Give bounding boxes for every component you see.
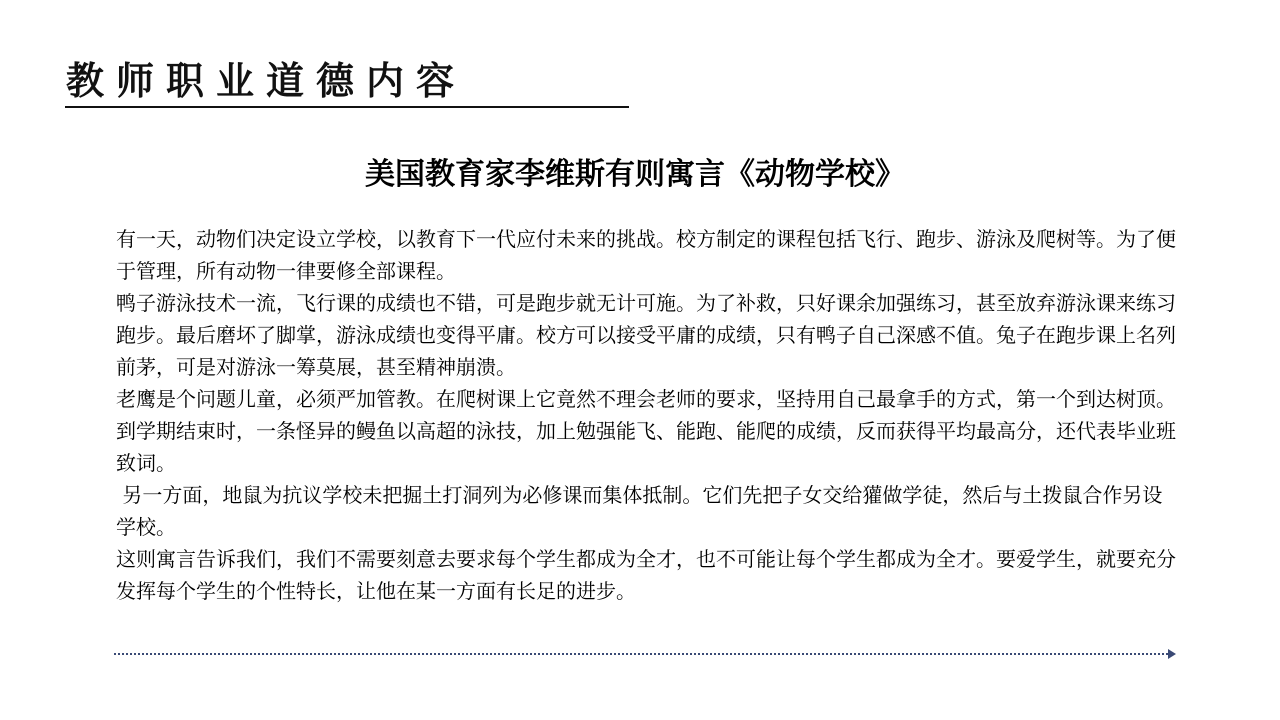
fable-heading: 美国教育家李维斯有则寓言《动物学校》 <box>365 157 905 192</box>
arrow-right-icon <box>1168 649 1176 659</box>
paragraph-duck-rabbit: 鸭子游泳技术一流，飞行课的成绩也不错，可是跑步就无计可施。为了补救，只好课余加强练习，甚至放弃游泳课来练习跑步。最后磨坏了脚掌，游泳成绩也变得平庸。校方可以接受平庸的成绩，只有鸭子自己深感不值。兔子在跑步课上名列前茅，可是对游泳一筹莫展，甚至精神崩溃。 <box>116 291 1176 379</box>
title-underline <box>65 106 629 108</box>
slide-title: 教师职业道德内容 <box>66 58 467 103</box>
paragraph-moral: 这则寓言告诉我们，我们不需要刻意去要求每个学生都成为全才，也不可能让每个学生都成为全才。要爱学生，就要充分发挥每个学生的个性特长，让他在某一方面有长足的进步。 <box>116 547 1176 603</box>
fable-body <box>116 223 1176 607</box>
paragraph-intro: 有一天，动物们决定设立学校，以教育下一代应付未来的挑战。校方制定的课程包括飞行、跑步、游泳及爬树等。为了便于管理，所有动物一律要修全部课程。 <box>116 227 1176 283</box>
paragraph-eagle-eel: 老鹰是个问题儿童，必须严加管教。在爬树课上它竟然不理会老师的要求，坚持用自己最拿手的方式，第一个到达树顶。 到学期结束时，一条怪异的鳗鱼以高超的泳技，加上勉强能飞、能跑、能爬的成绩，反而获得平均最高分，还代表毕业班致词。 <box>116 387 1176 475</box>
dotted-divider <box>114 653 1168 655</box>
paragraph-gopher: 另一方面，地鼠为抗议学校未把掘土打洞列为必修课而集体抵制。它们先把子女交给獾做学徒，然后与土拨鼠合作另设学校。 <box>116 483 1163 539</box>
